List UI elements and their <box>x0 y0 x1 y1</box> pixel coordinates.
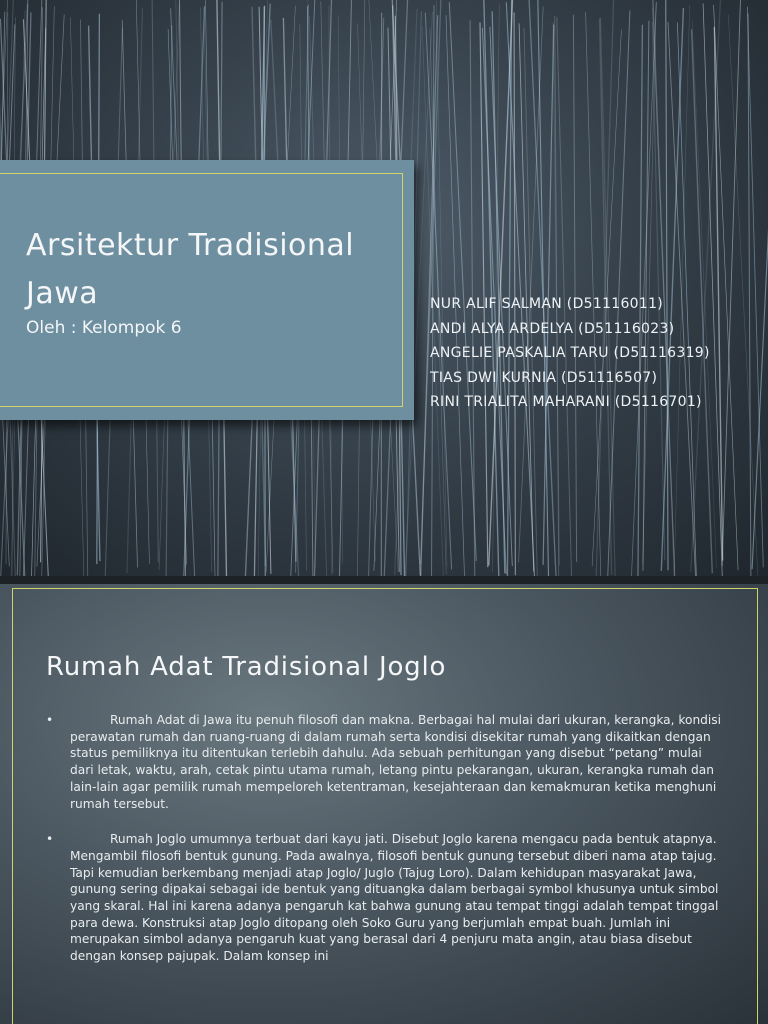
background-line <box>666 0 668 570</box>
background-line <box>573 15 576 562</box>
bullet-dot: • <box>46 832 54 847</box>
slide-heading: Rumah Adat Tradisional Joglo <box>46 652 447 682</box>
background-line <box>748 14 751 577</box>
bullet-text: Rumah Adat di Jawa itu penuh filosofi dan makna. Berbagai hal mulai dari ukuran, kerangka, kondisi perawatan rumah dan ruang-ruang di dalam rumah serta kondisi disekitar rumah yang dikaitkan dengan status pemiliknya itu ditentukan terlebih dahulu. Ada sebuah perhitungan yang disebut “petang” mulai dari letak, waktu, arah, cetak pintu utama rumah, letang pintu pekarangan, ukuran, kerangka rumah dan lain-lain agar pemilik rumah mempeloreh ketentraman, kesejahteraan dan kemakmuran ketika menghuni rumah tersebut. <box>70 713 722 811</box>
bullet-list <box>46 712 722 984</box>
background-line <box>714 27 722 561</box>
slide-title-text: Arsitektur Tradisional Jawa <box>26 228 355 311</box>
member-item: TIAS DWI KURNIA (D51116507) <box>430 369 658 386</box>
slide-joglo <box>0 584 768 1024</box>
bullet-text: Rumah Joglo umumnya terbuat dari kayu jati. Disebut Joglo karena mengacu pada bentuk atapnya. Mengambil filosofi bentuk gunung. Pada awalnya, filosofi bentuk gunung tersebut diberi nama atap tajug. Tapi kemudian berkembang menjadi atap Joglo/ Juglo (Tajug Loro). Dalam kehidupan masyarakat Jawa, gunung sering dipakai sebagai ide bentuk yang dituangka dalam berbagai symbol khusunya untuk simbol yang skaral. Hal ini karena adanya pengaruh kat bahwa gunung atau tempat tinggi adalah tempat tinggal para dewa. Konstruksi atap Joglo ditopang oleh Soko Guru yang berjumlah empat buah. Jumlah ini merupakan simbol adanya pengaruh kuat yang berasal dari 4 penjuru mata angin, atau biasa disebut dengan konsep pajupak. Dalam konsep ini <box>70 832 719 964</box>
member-list <box>430 292 710 415</box>
bullet-item <box>46 712 722 812</box>
background-line <box>728 15 758 576</box>
background-line <box>714 5 739 570</box>
member-item: NUR ALIF SALMAN (D51116011) <box>430 296 664 312</box>
member-item: RINI TRIALITA MAHARANI (D5116701) <box>430 394 702 410</box>
slide-subtitle: Oleh : Kelompok 6 <box>26 318 182 338</box>
bullet-item <box>46 831 722 965</box>
background-line <box>652 22 665 561</box>
member-item: ANDI ALYA ARDELYA (D51116023) <box>430 320 675 337</box>
member-item: ANGELIE PASKALIA TARU (D51116319) <box>430 345 710 361</box>
bullet-dot: • <box>46 713 54 727</box>
slide-separator <box>0 576 768 584</box>
title-box <box>0 160 414 420</box>
background-line <box>752 0 768 569</box>
background-line <box>722 0 741 566</box>
background-line <box>661 8 683 571</box>
